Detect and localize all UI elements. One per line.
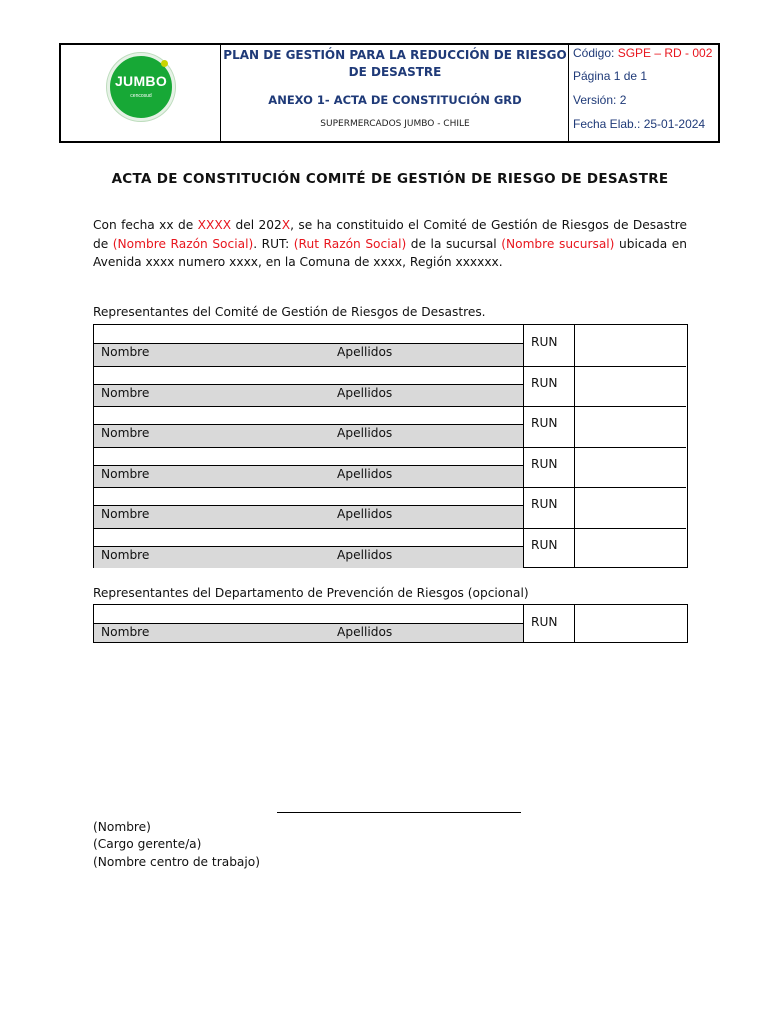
run-label-cell — [523, 528, 575, 569]
prevention-label: Representantes del Departamento de Prevención de Riesgos (opcional) — [93, 586, 529, 600]
run-value-field[interactable] — [575, 406, 686, 447]
signer-role: (Cargo gerente/a) — [93, 837, 202, 851]
name-cell — [94, 528, 523, 569]
surname-label: Apellidos — [337, 466, 393, 481]
name-entry-field[interactable] — [94, 487, 523, 506]
row-divider — [94, 528, 686, 529]
table-row — [94, 528, 686, 569]
name-label: Nombre — [101, 426, 150, 440]
committee-label: Representantes del Comité de Gestión de Riesgos de Desastres. — [93, 305, 486, 319]
page-number: Página 1 de 1 — [573, 69, 648, 83]
surname-label: Apellidos — [337, 507, 393, 521]
table-row — [94, 406, 686, 447]
name-label: Nombre — [101, 385, 150, 400]
table-row — [94, 447, 686, 488]
logo-cell — [61, 45, 221, 141]
name-entry-field[interactable] — [94, 325, 523, 344]
signature-line — [277, 812, 521, 813]
run-label-cell — [523, 366, 575, 407]
run-label: RUN — [531, 335, 558, 349]
name-label: Nombre — [101, 466, 150, 481]
run-label-cell — [523, 605, 575, 642]
document-code: Código: SGPE – RD - 002 — [573, 46, 713, 60]
row-divider — [94, 447, 686, 448]
logo-subbrand: cencosud — [130, 93, 152, 99]
run-label: RUN — [531, 416, 558, 430]
committee-table — [93, 324, 688, 568]
name-label-bar — [94, 547, 523, 569]
name-label: Nombre — [101, 547, 150, 562]
title-cell — [221, 45, 569, 141]
run-label-cell — [523, 487, 575, 528]
document-header — [59, 43, 720, 143]
meta-cell — [569, 45, 718, 141]
run-label: RUN — [531, 456, 558, 471]
surname-label: Apellidos — [337, 345, 393, 359]
logo-dot-icon — [161, 60, 168, 67]
surname-label: Apellidos — [337, 426, 393, 440]
run-label: RUN — [531, 497, 558, 511]
row-divider — [94, 487, 686, 488]
name-label-bar — [94, 425, 523, 447]
run-label: RUN — [531, 615, 558, 629]
run-value-field[interactable] — [575, 325, 686, 366]
run-label-cell — [523, 406, 575, 447]
row-divider — [94, 406, 686, 407]
run-value-field[interactable] — [575, 487, 686, 528]
intro-paragraph: Con fecha xx de XXXX del 202X, se ha constituido el Comité de Gestión de Riesgos de Desastre de (Nombre Razón Social). RUT: (Rut Razón Social) de la sucursal (Nombre sucursal) ubicada en Avenida xxxx numero xxxx, en la Comuna de xxxx, Región xxxxxx. — [93, 218, 687, 269]
run-value-field[interactable] — [575, 528, 686, 569]
signer-workplace: (Nombre centro de trabajo) — [93, 855, 260, 869]
plan-title: PLAN DE GESTIÓN PARA LA REDUCCIÓN DE RIESGO DE DESASTRE — [223, 48, 567, 79]
name-label: Nombre — [101, 507, 150, 521]
name-entry-field[interactable] — [94, 528, 523, 547]
table-row — [94, 605, 686, 642]
name-entry-field[interactable] — [94, 406, 523, 425]
company-name: SUPERMERCADOS JUMBO - CHILE — [320, 119, 470, 129]
name-cell — [94, 366, 523, 407]
prevention-table — [93, 604, 688, 643]
name-cell — [94, 325, 523, 366]
name-label-bar — [94, 506, 523, 528]
logo-brand: JUMBO — [114, 73, 168, 89]
surname-label: Apellidos — [337, 385, 393, 400]
name-label: Nombre — [101, 625, 150, 639]
run-value-field[interactable] — [575, 366, 686, 407]
elaboration-date: Fecha Elab.: 25-01-2024 — [573, 117, 706, 131]
run-label: RUN — [531, 537, 558, 552]
document-title: ACTA DE CONSTITUCIÓN COMITÉ DE GESTIÓN DE RIESGO DE DESASTRE — [111, 171, 669, 187]
table-row — [94, 366, 686, 407]
name-entry-field[interactable] — [94, 447, 523, 466]
table-row — [94, 325, 686, 366]
run-value-field[interactable] — [575, 605, 686, 642]
name-label-bar — [94, 466, 523, 488]
run-label-cell — [523, 447, 575, 488]
version: Versión: 2 — [573, 93, 627, 107]
run-label-cell — [523, 325, 575, 366]
row-divider — [94, 366, 686, 367]
jumbo-logo — [107, 53, 175, 121]
name-label-bar — [94, 385, 523, 407]
surname-label: Apellidos — [337, 547, 393, 562]
signer-name: (Nombre) — [93, 820, 151, 834]
name-cell — [94, 447, 523, 488]
name-entry-field[interactable] — [94, 366, 523, 385]
name-label-bar — [94, 624, 523, 642]
surname-label: Apellidos — [337, 625, 393, 639]
name-label: Nombre — [101, 345, 150, 359]
name-entry-field[interactable] — [94, 605, 523, 624]
name-cell — [94, 605, 523, 642]
table-row — [94, 487, 686, 528]
annex-title: ANEXO 1- ACTA DE CONSTITUCIÓN GRD — [268, 93, 522, 107]
name-cell — [94, 406, 523, 447]
run-label: RUN — [531, 375, 558, 390]
name-label-bar — [94, 344, 523, 366]
name-cell — [94, 487, 523, 528]
run-value-field[interactable] — [575, 447, 686, 488]
